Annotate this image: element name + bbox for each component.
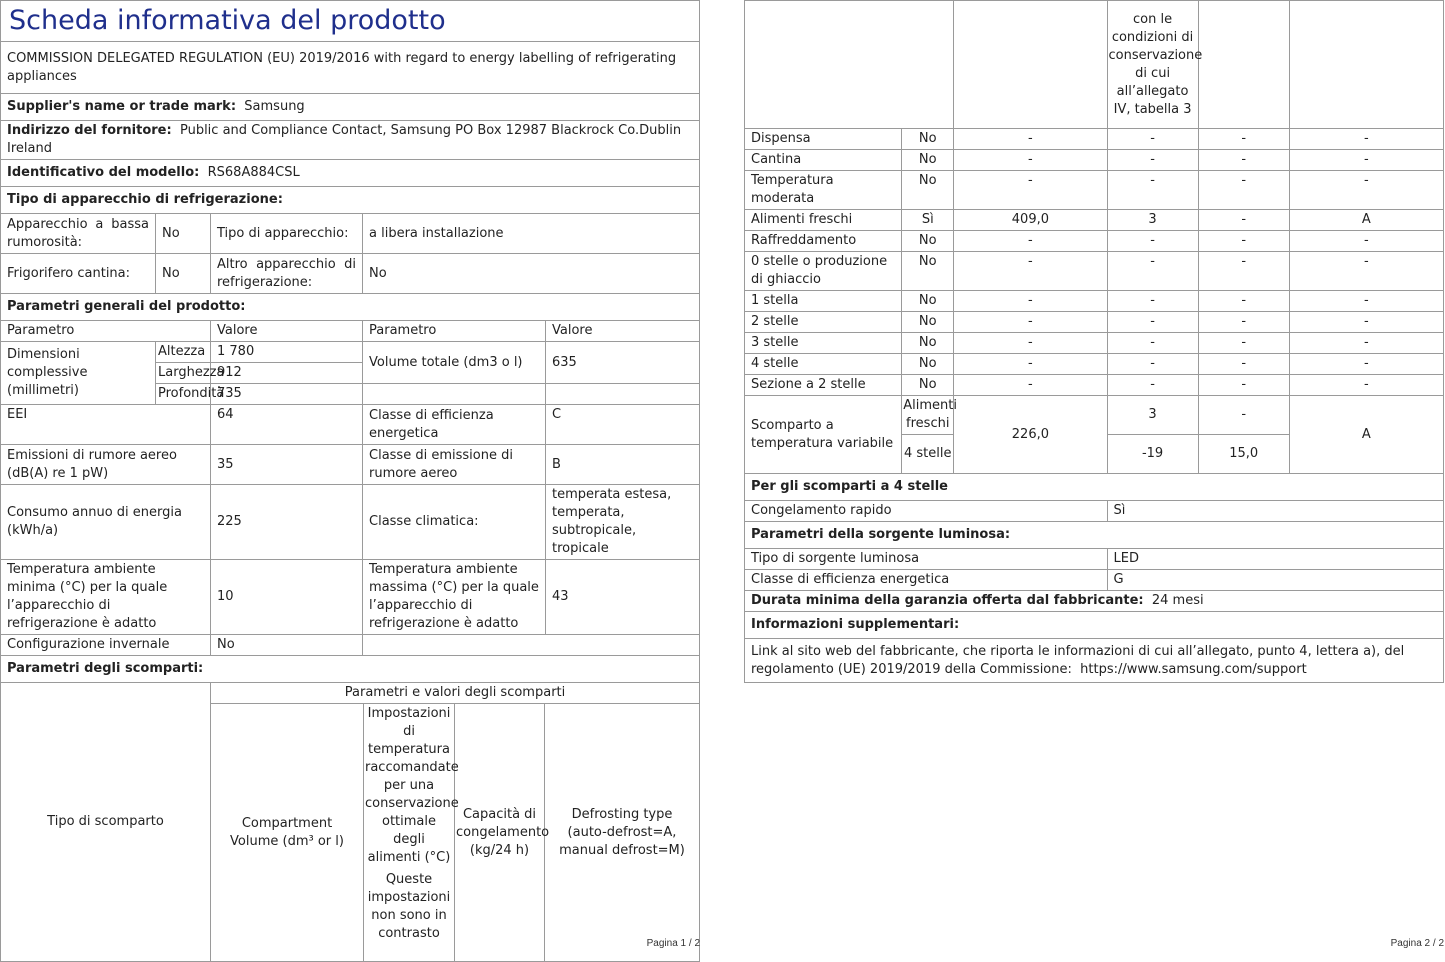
wine-cellar-value: No [156, 254, 211, 294]
comp-name: 3 stelle [745, 333, 902, 354]
comp-temp: - [1107, 354, 1198, 375]
compartment-row [745, 333, 1444, 354]
comp-defrost: - [1289, 231, 1443, 252]
model-label: Identificativo del modello: [7, 165, 200, 180]
comp-freeze: - [1198, 252, 1289, 291]
comp-present: No [902, 129, 954, 150]
comp-name: 4 stelle [745, 354, 902, 375]
comp-volume: - [954, 171, 1107, 210]
comp-defrost: - [1289, 375, 1443, 396]
comp-temp: - [1107, 150, 1198, 171]
comp-temp: - [1107, 231, 1198, 252]
comp-defrost: - [1289, 252, 1443, 291]
other-appliance-value: No [363, 254, 700, 294]
variable-sub1-label: Alimenti freschi [902, 396, 954, 435]
low-noise-value: No [156, 214, 211, 254]
warranty-value: 24 mesi [1151, 593, 1204, 608]
comp-name: 1 stella [745, 291, 902, 312]
comp-volume: - [954, 333, 1107, 354]
variable-compartment-label: Scomparto a temperatura variabile [745, 396, 902, 474]
comp-defrost: - [1289, 171, 1443, 210]
page-2 [744, 0, 1444, 952]
comp-present: No [902, 291, 954, 312]
compartment-row [745, 150, 1444, 171]
width-value: 912 [211, 363, 363, 384]
temp-header-continued: con le condizioni di conservazione di cui all’allegato IV, tabella 3 [1107, 1, 1198, 129]
variable-volume: 226,0 [954, 396, 1107, 474]
general-params-header: Parametri generali del prodotto: [1, 294, 700, 321]
product-info-table [0, 0, 700, 683]
comp-temp: - [1107, 312, 1198, 333]
compartment-row [745, 354, 1444, 375]
compartment-row [745, 129, 1444, 150]
comp-freeze: - [1198, 150, 1289, 171]
comp-present: No [902, 333, 954, 354]
extra-info-table [744, 473, 1444, 683]
comp-defrost: A [1289, 210, 1443, 231]
appliance-type-header: Tipo di apparecchio di refrigerazione: [1, 187, 700, 214]
manufacturer-link[interactable]: https://www.samsung.com/support [1080, 661, 1307, 677]
variable-compartment-table [744, 395, 1444, 474]
depth-value: 735 [211, 384, 363, 405]
comp-volume: - [954, 129, 1107, 150]
comp-volume: - [954, 354, 1107, 375]
compartment-row [745, 231, 1444, 252]
comp-defrost: - [1289, 354, 1443, 375]
comp-temp-note: Queste impostazioni non sono in contrasto [367, 872, 451, 941]
compartment-row [745, 171, 1444, 210]
supplier-value: Samsung [244, 99, 305, 114]
comp-name: Dispensa [745, 129, 902, 150]
volume-label: Volume totale (dm3 o l) [363, 342, 546, 384]
noise-label: Emissioni di rumore aereo (dB(A) re 1 pW) [1, 445, 211, 485]
comp-volume: - [954, 375, 1107, 396]
comp-freeze-header: Capacità di congelamento (kg/24 h) [455, 704, 545, 962]
comp-present: No [902, 171, 954, 210]
comp-temp: - [1107, 129, 1198, 150]
comp-freeze: - [1198, 231, 1289, 252]
comp-freeze: - [1198, 354, 1289, 375]
comp-temp-header: Impostazioni di temperatura raccomandate per una conservazione ottimale degli alimenti (°C) [365, 706, 459, 865]
variable-sub1-freeze: - [1198, 396, 1289, 435]
consumption-value: 225 [211, 485, 363, 560]
comp-volume-header: Compartment Volume (dm³ or l) [211, 704, 364, 962]
extra-info-header: Informazioni supplementari: [745, 612, 1444, 639]
warranty-row [745, 591, 1444, 612]
winter-config-label: Configurazione invernale [1, 635, 211, 656]
comp-volume: - [954, 150, 1107, 171]
comp-name: 2 stelle [745, 312, 902, 333]
page-number-1: Pagina 1 / 2 [646, 938, 700, 949]
comp-present: No [902, 354, 954, 375]
comp-present: No [902, 312, 954, 333]
page-title: Scheda informativa del prodotto [1, 1, 700, 42]
compartment-rows [744, 128, 1444, 396]
light-type-label: Tipo di sorgente luminosa [745, 549, 1108, 570]
compartment-row [745, 210, 1444, 231]
warranty-label: Durata minima della garanzia offerta dal fabbricante: [751, 593, 1144, 608]
supplier-row [1, 94, 700, 121]
variable-sub1-temp: 3 [1107, 396, 1198, 435]
comp-present: No [902, 231, 954, 252]
model-value: RS68A884CSL [207, 165, 300, 180]
eei-label: EEI [1, 405, 211, 445]
variable-sub2-temp: -19 [1107, 435, 1198, 474]
four-star-header: Per gli scomparti a 4 stelle [745, 474, 1444, 501]
extra-info-text: Link al sito web del fabbricante, che riporta le informazioni di cui all’allegato, punto 4, lettera a), del regolamento (UE) 2019/2019 della Commissione: [751, 643, 1405, 677]
compartments-header-table [0, 682, 700, 962]
comp-defrost-header: Defrosting type (auto-defrost=A, manual defrost=M) [545, 704, 700, 962]
compartment-row [745, 312, 1444, 333]
eei-value: 64 [211, 405, 363, 445]
width-label: Larghezza [156, 363, 211, 384]
volume-value: 635 [546, 342, 700, 384]
comp-temp-header-cell [364, 704, 459, 962]
compartment-row [745, 291, 1444, 312]
comp-freeze: - [1198, 291, 1289, 312]
depth-label: Profondità [156, 384, 211, 405]
comp-freeze: - [1198, 375, 1289, 396]
comp-volume: - [954, 291, 1107, 312]
comp-freeze: - [1198, 210, 1289, 231]
page-1 [0, 0, 700, 952]
compartments-table [744, 0, 1444, 129]
light-class-label: Classe di efficienza energetica [745, 570, 1108, 591]
comp-temp: 3 [1107, 210, 1198, 231]
col-param-header: Parametro [1, 321, 211, 342]
light-source-header: Parametri della sorgente luminosa: [745, 522, 1444, 549]
comp-present: No [902, 252, 954, 291]
climate-class-value: temperata estesa, temperata, subtropicale, tropicale [546, 485, 700, 560]
comp-temp: - [1107, 375, 1198, 396]
max-temp-label: Temperatura ambiente massima (°C) per la quale l’apparecchio di refrigerazione è adatto [363, 560, 546, 635]
comp-defrost: - [1289, 129, 1443, 150]
comp-defrost: - [1289, 333, 1443, 354]
compartment-row [745, 252, 1444, 291]
climate-class-label: Classe climatica: [363, 485, 546, 560]
energy-class-label: Classe di efficienza energetica [363, 405, 546, 445]
comp-freeze: - [1198, 333, 1289, 354]
comp-name: Alimenti freschi [745, 210, 902, 231]
comp-freeze: - [1198, 129, 1289, 150]
col-value2-header: Valore [546, 321, 700, 342]
extra-info-text-cell [745, 639, 1444, 683]
comp-defrost: - [1289, 312, 1443, 333]
comp-volume: 409,0 [954, 210, 1107, 231]
noise-class-value: B [546, 445, 700, 485]
comp-name: Temperatura moderata [745, 171, 902, 210]
variable-sub2-label: 4 stelle [902, 435, 954, 474]
address-label: Indirizzo del fornitore: [7, 123, 172, 138]
comp-volume: - [954, 312, 1107, 333]
comp-type-header: Tipo di scomparto [1, 683, 211, 962]
noise-value: 35 [211, 445, 363, 485]
comp-volume: - [954, 252, 1107, 291]
model-row [1, 160, 700, 187]
comp-volume: - [954, 231, 1107, 252]
low-noise-label: Apparecchio a bassa rumorosità: [1, 214, 156, 254]
comp-present: No [902, 150, 954, 171]
comp-name: Sezione a 2 stelle [745, 375, 902, 396]
regulation-text: COMMISSION DELEGATED REGULATION (EU) 2019/2016 with regard to energy labelling of refrigerating appliances [1, 42, 700, 94]
comp-defrost: - [1289, 291, 1443, 312]
page-number-2: Pagina 2 / 2 [1390, 938, 1444, 949]
energy-class-value: C [546, 405, 700, 445]
comp-present: No [902, 375, 954, 396]
variable-sub2-freeze: 15,0 [1198, 435, 1289, 474]
height-label: Altezza [156, 342, 211, 363]
comp-temp: - [1107, 291, 1198, 312]
supplier-label: Supplier's name or trade mark: [7, 99, 237, 114]
other-appliance-label: Altro apparecchio di refrigerazione: [211, 254, 363, 294]
comp-temp: - [1107, 171, 1198, 210]
comp-freeze: - [1198, 312, 1289, 333]
consumption-label: Consumo annuo di energia (kWh/a) [1, 485, 211, 560]
address-row [1, 121, 700, 160]
max-temp-value: 43 [546, 560, 700, 635]
dimensions-label: Dimensioni complessive (millimetri) [1, 342, 156, 405]
fast-freeze-value: Sì [1107, 501, 1443, 522]
height-value: 1 780 [211, 342, 363, 363]
col-value-header: Valore [211, 321, 363, 342]
compartments-header: Parametri degli scomparti: [1, 656, 700, 683]
comp-name: Raffreddamento [745, 231, 902, 252]
appliance-type-label: Tipo di apparecchio: [211, 214, 363, 254]
min-temp-label: Temperatura ambiente minima (°C) per la quale l’apparecchio di refrigerazione è adatto [1, 560, 211, 635]
light-class-value: G [1107, 570, 1443, 591]
comp-temp: - [1107, 333, 1198, 354]
appliance-type-value: a libera installazione [363, 214, 700, 254]
comp-freeze: - [1198, 171, 1289, 210]
wine-cellar-label: Frigorifero cantina: [1, 254, 156, 294]
comp-params-header: Parametri e valori degli scomparti [211, 683, 700, 704]
comp-name: Cantina [745, 150, 902, 171]
winter-config-value: No [211, 635, 363, 656]
address-value: Public and Compliance Contact, Samsung PO Box 12987 Blackrock Co.Dublin Ireland [7, 123, 682, 156]
comp-name: 0 stelle o produzione di ghiaccio [745, 252, 902, 291]
comp-temp: - [1107, 252, 1198, 291]
comp-present: Sì [902, 210, 954, 231]
min-temp-value: 10 [211, 560, 363, 635]
fast-freeze-label: Congelamento rapido [745, 501, 1108, 522]
noise-class-label: Classe di emissione di rumore aereo [363, 445, 546, 485]
light-type-value: LED [1107, 549, 1443, 570]
variable-defrost: A [1289, 396, 1443, 474]
comp-defrost: - [1289, 150, 1443, 171]
compartment-row [745, 375, 1444, 396]
col-param2-header: Parametro [363, 321, 546, 342]
